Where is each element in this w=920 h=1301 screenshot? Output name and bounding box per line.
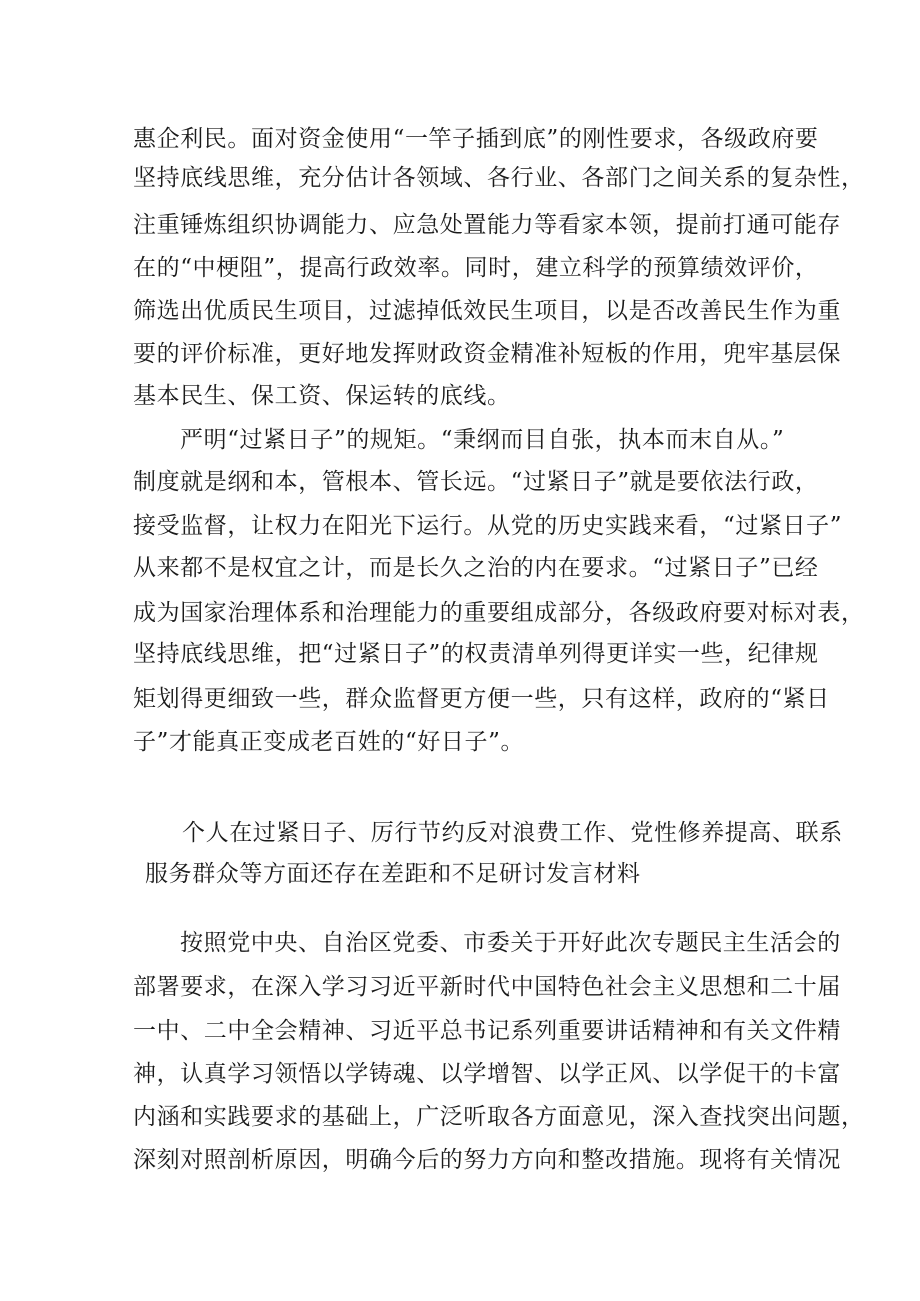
paragraph-line: 一中、二中全会精神、习近平总书记系列重要讲话精神和有关文件精: [133, 1018, 841, 1044]
paragraph-line: 筛选出优质民生项目，过滤掉低效民生项目，以是否改善民生作为重: [133, 298, 841, 324]
paragraph-line: 接受监督，让权力在阳光下运行。从党的历史实践来看，“过紧日子”: [133, 513, 843, 539]
paragraph-line: 从来都不是权宜之计，而是长久之治的内在要求。“过紧日子”已经: [133, 555, 819, 581]
paragraph-line: 按照党中央、自治区党委、市委关于开好此次专题民主生活会的: [180, 930, 841, 956]
paragraph-line: 要的评价标准，更好地发挥财政资金精准补短板的作用，兜牢基层保: [133, 341, 841, 367]
paragraph-line: 内涵和实践要求的基础上，广泛听取各方面意见，深入查找突出问题，: [133, 1104, 865, 1130]
title-line: 服务群众等方面还存在差距和不足研讨发言材料: [145, 861, 641, 887]
paragraph-line: 子”才能真正变成老百姓的“好日子”。: [133, 729, 525, 755]
paragraph-line: 深刻对照剖析原因，明确今后的努力方向和整改措施。现将有关情况: [133, 1147, 841, 1173]
paragraph-line: 制度就是纲和本，管根本、管长远。“过紧日子”就是要依法行政，: [133, 469, 819, 495]
paragraph-line: 严明“过紧日子”的规矩。“秉纲而目自张，执本而末自从。”: [180, 427, 785, 453]
paragraph-line: 注重锤炼组织协调能力、应急处置能力等看家本领，提前打通可能存: [133, 212, 841, 238]
paragraph-line: 坚持底线思维，充分估计各领域、各行业、各部门之间关系的复杂性，: [133, 165, 865, 191]
paragraph-line: 成为国家治理体系和治理能力的重要组成部分，各级政府要对标对表，: [133, 600, 865, 626]
paragraph-line: 神，认真学习领悟以学铸魂、以学增智、以学正风、以学促干的卡富: [133, 1061, 841, 1087]
paragraph-line: 惠企利民。面对资金使用“一竿子插到底”的刚性要求，各级政府要: [133, 126, 819, 152]
paragraph-line: 矩划得更细致一些，群众监督更方便一些，只有这样，政府的“紧日: [133, 686, 830, 712]
title-line: 个人在过紧日子、厉行节约反对浪费工作、党性修养提高、联系: [182, 820, 843, 846]
paragraph-line: 坚持底线思维，把“过紧日子”的权责清单列得更详实一些，纪律规: [133, 641, 819, 667]
paragraph-line: 基本民生、保工资、保运转的底线。: [133, 383, 511, 409]
paragraph-line: 部署要求，在深入学习习近平新时代中国特色社会主义思想和二十届: [133, 974, 841, 1000]
paragraph-line: 在的“中梗阻”，提高行政效率。同时，建立科学的预算绩效评价，: [133, 255, 819, 281]
